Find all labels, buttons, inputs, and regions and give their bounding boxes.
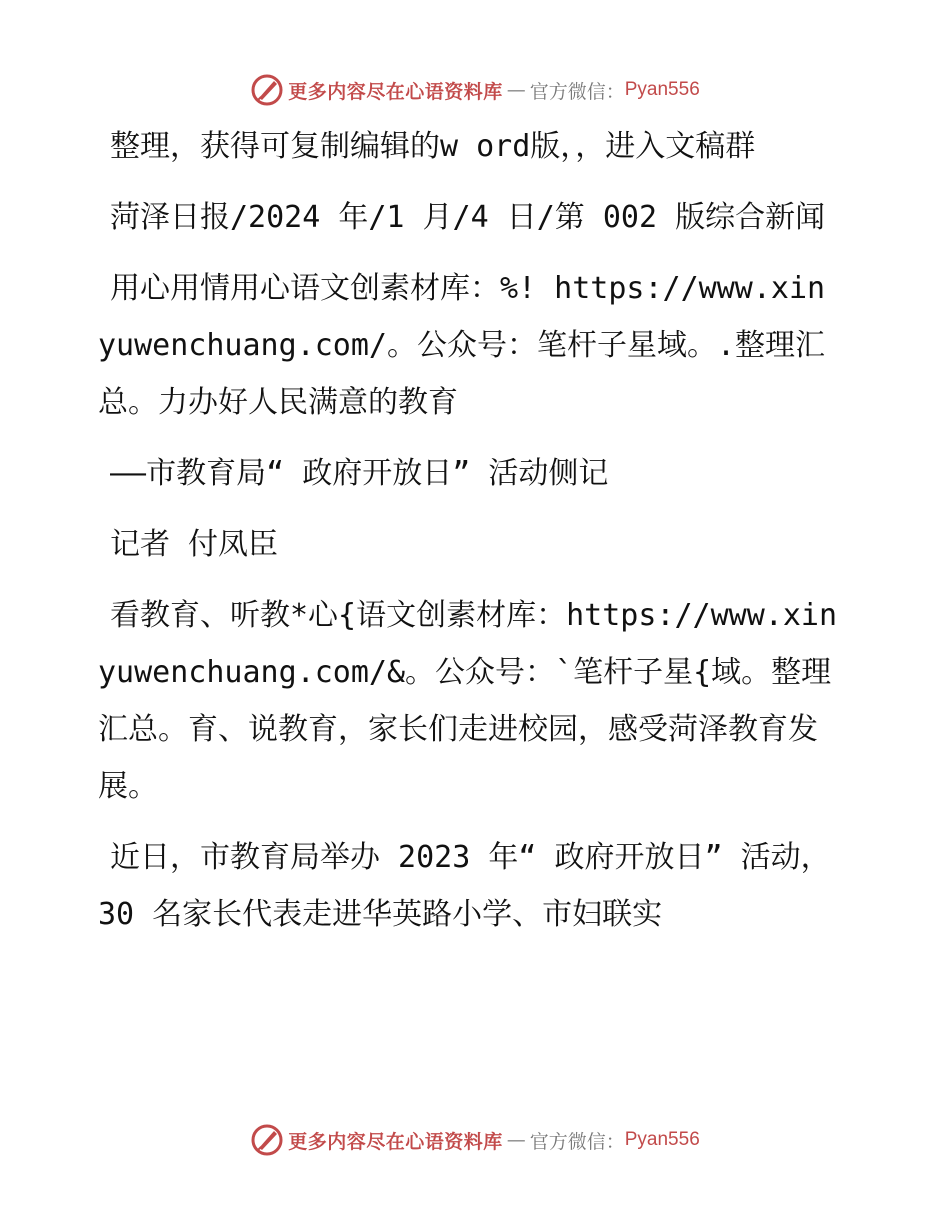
banner-separator: — [506,79,526,101]
paragraph-body-1: 看教育、听教*心{语文创素材库：https://www.xinyuwenchuang.com/&。公众号：`笔杆子星{域。整理汇总。育、说教育，家长们走进校园，感受菏泽教育发展。 [98,598,838,804]
paragraph-intro: 整理，获得可复制编辑的w ord版，，进入文稿群 [110,129,756,164]
document-body [98,118,838,957]
paragraph-source: 菏泽日报/2024 年/1 月/4 日/第 002 版综合新闻 [110,200,826,235]
footer-watermark-banner [0,1120,950,1160]
banner-slogan: 更多内容尽在心语资料库 [288,1130,503,1153]
banner-contact-label: 官方微信： [529,1130,625,1153]
paragraph-body-2: 近日，市教育局举办 2023 年“ 政府开放日” 活动，30 名家长代表走进华英路小学、市妇联实 [98,840,831,932]
quill-logo-icon [250,1123,284,1157]
banner-contact-label: 官方微信： [529,80,625,103]
banner-contact-id: Pyan556 [624,1129,700,1150]
paragraph-headline: 用心用情用心语文创素材库：%! https://www.xinyuwenchuang.com/。公众号：笔杆子星域。.整理汇总。力办好人民满意的教育 [98,271,826,420]
banner-separator: — [506,1129,526,1151]
banner-contact-id: Pyan556 [624,79,700,100]
header-watermark-banner [0,70,950,110]
paragraph-subtitle: ——市教育局“ 政府开放日” 活动侧记 [110,456,609,491]
banner-slogan: 更多内容尽在心语资料库 [288,80,503,103]
paragraph-byline: 记者 付凤臣 [110,527,279,562]
quill-logo-icon [250,73,284,107]
